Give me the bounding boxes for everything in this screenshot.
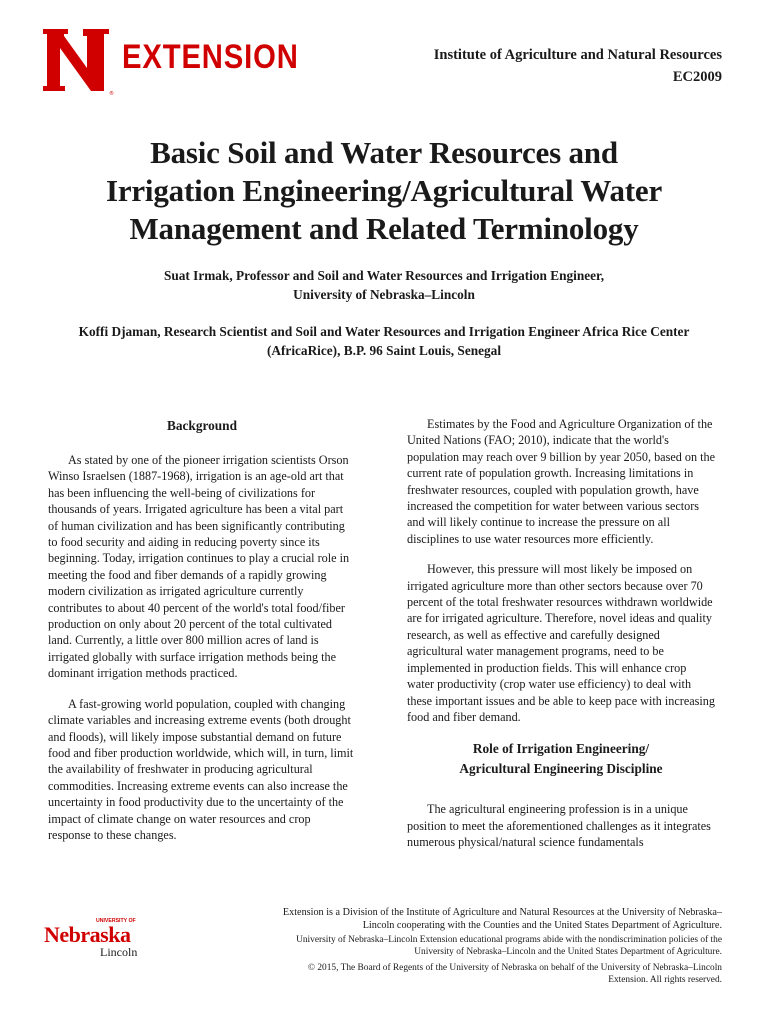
footer-notice [282,906,722,990]
publication-code: EC2009 [672,69,722,85]
paragraph: As stated by one of the pioneer irrigation scientists Orson Winso Israelsen (1887-1968), irrigation is an age-old art that has been influencing the well-being of civilizations for thousands of years. Irrigated agriculture has been a vital part of human civilization and has been significantly contributing to food security and aiding in reducing poverty since its beginning. Today, irrigation continues to play a crucial role in meeting the food and fiber demands of a rapidly growing modern civilization as irrigated agriculture currently contributes to about 40 percent of the world's total food/fiber production on only about 20 percent of the total cultivated land. Currently, a little over 800 million acres of land is irrigated globally with surface irrigation methods being the dominant irrigation methods practiced. [48,453,350,681]
footer-division-text: Extension is a Division of the Institute of Agriculture and Natural Resources at the University of Nebraska–Lincoln cooperating with the Counties and the United States Department of Agriculture. [282,907,722,931]
right-column [407,416,715,865]
heading-line: Role of Irrigation Engineering/ [472,741,650,757]
university-of-nebraska-lincoln-logo [44,914,144,960]
title-line: Irrigation Engineering/Agricultural Water [105,173,663,208]
paragraph: Estimates by the Food and Agriculture Organization of the United Nations (FAO; 2010), indicate that the world's population may reach over 9 billion by year 2050, based on the current rate of population growth. Increasing limitations in freshwater resources, coupled with population growth, have increased the competition for water between various sectors and will likely continue to increase the pressure on all disciplines to use water resources more efficiently. [407,417,715,546]
paragraph: However, this pressure will most likely be imposed on irrigated agriculture more than other sectors because over 70 percent of the total freshwater resources withdrawn worldwide are for irrigated agriculture. Therefore, novel ideas and quality research, as well as effective and carefully designed agricultural water management programs, need to be implemented in production fields. This will enhance crop water productivity (crop water use efficiency) to deal with these important issues and be able to keep pace with increasing food and fiber demand. [407,562,715,724]
heading-line: Agricultural Engineering Discipline [459,761,663,777]
document-title [40,134,728,248]
author-line: (AfricaRice), B.P. 96 Saint Louis, Senegal [266,343,502,358]
author-djaman [40,322,728,360]
left-column [48,416,356,857]
author-line: Suat Irmak, Professor and Soil and Water Resources and Irrigation Engineer, [163,268,605,283]
registered-mark: ® [109,91,114,97]
logo-small-text: UNIVERSITY OF [96,918,136,924]
institute-name: Institute of Agriculture and Natural Resources [433,47,722,63]
title-line: Management and Related Terminology [129,211,639,246]
nebraska-n-logo [40,25,112,95]
institute-block [434,44,722,88]
author-line: University of Nebraska–Lincoln [293,287,475,302]
section-heading-role [407,739,715,779]
footer-nondiscrimination-text: University of Nebraska–Lincoln Extension educational programs abide with the nondiscrimination policies of the University of Nebraska–Lincoln and the United States Department of Agriculture. [296,935,722,958]
logo-main-text: Nebraska [44,922,131,947]
logo-sub-text: Lincoln [100,945,138,959]
paragraph: The agricultural engineering profession is in a unique position to meet the aforementioned challenges as it integrates numerous physical/natural science fundamentals [407,802,711,850]
section-heading-background: Background [167,418,237,433]
paragraph: A fast-growing world population, coupled with changing climate variables and increasing extreme events (both drought and floods), will likely impose substantial demand on future food and fiber production worldwide, which will, in turn, limit the availability of freshwater in producing agricultural commodities. Increasing extreme events can also increase the uncertainty in food productivity due to the uncertainty of the impact of climate change on water resources and crop response to these changes. [48,696,354,842]
author-line: Koffi Djaman, Research Scientist and Soil and Water Resources and Irrigation Engineer Africa Rice Center [78,324,690,339]
author-irmak [40,266,728,304]
extension-wordmark: EXTENSION [122,38,299,76]
footer-copyright-text: © 2015, The Board of Regents of the University of Nebraska on behalf of the University of Nebraska–Lincoln Extension. All rights reserved. [307,962,722,986]
title-line: Basic Soil and Water Resources and [150,135,618,170]
